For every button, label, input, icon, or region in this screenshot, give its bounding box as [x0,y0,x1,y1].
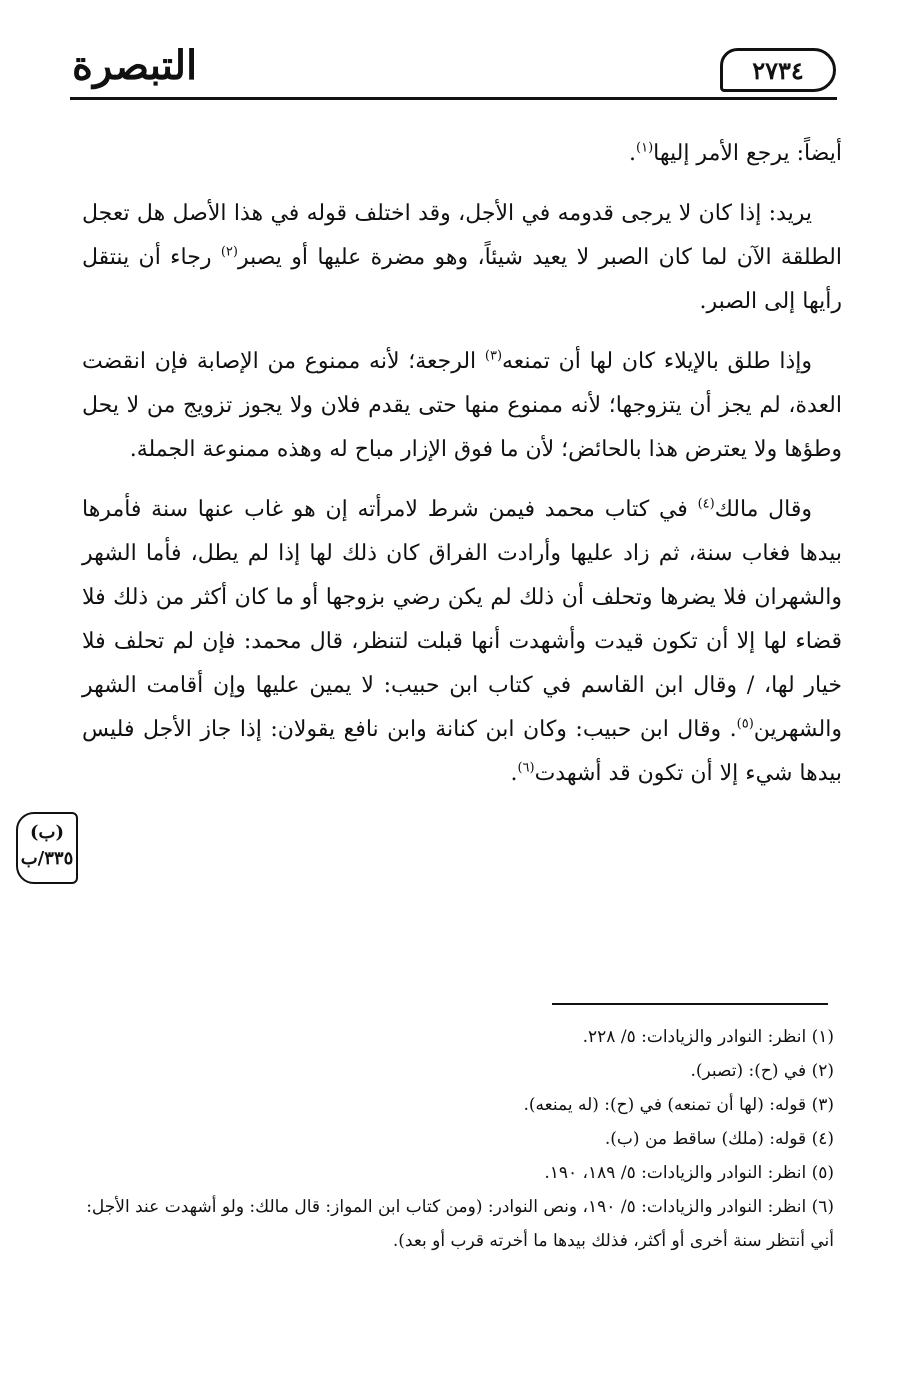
paragraph-4 [82,488,842,796]
paragraph-text: . [629,141,636,166]
footnote-ref: (٥) [736,716,754,732]
footnote-4: (٤) قوله: (ملك) ساقط من (ب). [604,1129,834,1149]
paragraph-2 [82,192,842,324]
paragraph-text: رجاء أن ينتقل رأيها إلى الصبر. [82,245,842,314]
footnote-ref: (٤) [697,496,715,512]
paragraph-text: يريد: إذا كان لا يرجى قدومه في الأجل، وقد اختلف قوله في هذا الأصل هل تعجل الطلقة الآن لما كان الصبر لا يعيد شيئاً، وهو مضرة عليها أو يصبر [82,201,842,270]
main-text [82,132,842,812]
footnote-divider [552,1003,828,1005]
paragraph-text: في كتاب محمد فيمن شرط لامرأته إن هو غاب عنها سنة فأمرها بيدها فغاب سنة، ثم زاد عليها وأرادت الفراق كان ذلك لها إذا لم يطل، فأما الشهر والشهران فلا يضرها وتحلف أن ذلك لم يكن رضي بزوجها أو ما كان أكثر من ذلك فلا قضاء لها إلا أن تكون قيدت وأشهدت أنها قبلت لتنظر، قال محمد: فإن لم تحلف فلا خيار لها، / وقال ابن القاسم في كتاب ابن حبيب: لا يمين عليها وإن أقامت الشهر والشهرين [82,497,842,742]
footnote-2: (٢) في (ح): (تصبر). [690,1061,834,1081]
footnote-5: (٥) انظر: النوادر والزيادات: ٥/ ١٨٩، ١٩٠. [544,1163,834,1183]
footnote-ref: (٦) [517,760,535,776]
paragraph-text: . وقال ابن حبيب: وكان ابن كنانة وابن نافع يقولان: إذا جاز الأجل فليس بيدها شيء إلا أن تكون قد أشهدت [82,717,842,786]
footnote-6: (٦) انظر: النوادر والزيادات: ٥/ ١٩٠، ونص النوادر: (ومن كتاب ابن المواز: قال مالك: ولو أشهدت عند الأجل: أني أنتظر سنة أخرى أو أكثر، فذلك بيدها ما أخرته قرب أو بعد). [86,1197,834,1251]
paragraph-text: وقال مالك [714,497,812,522]
footnote-1: (١) انظر: النوادر والزيادات: ٥/ ٢٢٨. [582,1027,834,1047]
paragraph-text: الرجعة؛ لأنه ممنوع من الإصابة فإن انقضت العدة، لم يجز أن يتزوجها؛ لأنه ممنوع منها حتى يقدم فلان ولا يجوز تزويج من لا يحل وطؤها ولا يعترض هذا بالحائض؛ لأن ما فوق الإزار مباح له وهذه ممنوعة الجملة. [82,349,842,462]
footnotes [82,1020,834,1258]
paragraph-text: أيضاً: يرجع الأمر إليها [653,141,842,166]
footnote-3: (٣) قوله: (لها أن تمنعه) في (ح): (له يمنعه). [523,1095,834,1115]
page-number: ٢٧٣٤ [720,48,836,92]
page-header [0,40,920,110]
paragraph-1 [82,132,842,176]
margin-note-line: ٣٣٥/ب [20,848,74,869]
book-title: التبصرة [72,42,198,89]
paragraph-text: وإذا طلق بالإيلاء كان لها أن تمنعه [502,349,813,374]
margin-note [16,812,78,884]
paragraph-3 [82,340,842,472]
margin-note-line: (ب) [30,822,64,843]
footnote-ref: (٣) [484,348,503,364]
footnote-ref: (٢) [220,244,238,260]
paragraph-text: . [510,761,518,786]
header-rule [70,97,837,100]
footnote-ref: (١) [636,140,654,156]
